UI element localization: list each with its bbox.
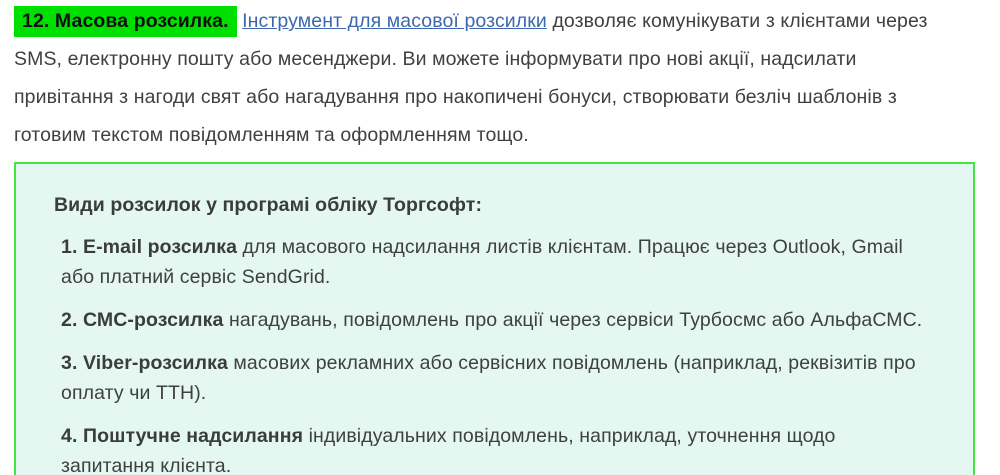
intro-body-text: дозволяє комунікувати з клієнтами через SMS, електронну пошту або месенджери. Ви можете інформувати про нові акції, надсилати привітання з нагоди свят або нагадування про накопичені бонуси, створювати безліч шаблонів з готовим текстом повідомленням та оформленням тощо. xyxy=(14,10,928,146)
item-text: для масового надсилання листів клієнтам. Працює через Outlook, Gmail або платний сервіс SendGrid. xyxy=(61,236,903,288)
item-text: нагадувань, повідомлень про акції через сервіси Турбосмс або АльфаСМС. xyxy=(228,309,923,331)
list-item-viber xyxy=(61,348,933,408)
item-text: індивідуальних повідомлень, наприклад, уточнення щодо запитання клієнта. xyxy=(61,425,836,475)
box-heading: Види розсилок у програмі обліку Торгсофт: xyxy=(54,194,483,216)
intro-paragraph xyxy=(14,2,959,154)
mass-mailing-link[interactable]: Інструмент для масової розсилки xyxy=(242,10,547,32)
item-lead: 2. СМС-розсилка xyxy=(61,309,224,331)
section-title-highlight: 12. Масова розсилка. xyxy=(14,6,237,37)
item-lead: 4. Поштучне надсилання xyxy=(61,425,304,447)
item-text: масових рекламних або сервісних повідомлень (наприклад, реквізитів про оплату чи ТТН). xyxy=(61,352,916,404)
article-page xyxy=(0,2,1000,475)
list-item-email xyxy=(61,232,933,292)
list-item-single-send xyxy=(61,421,933,475)
mailing-types-box xyxy=(14,162,975,475)
list-item-sms xyxy=(61,305,933,335)
item-lead: 1. E-mail розсилка xyxy=(61,236,238,258)
item-lead: 3. Viber-розсилка xyxy=(61,352,228,374)
